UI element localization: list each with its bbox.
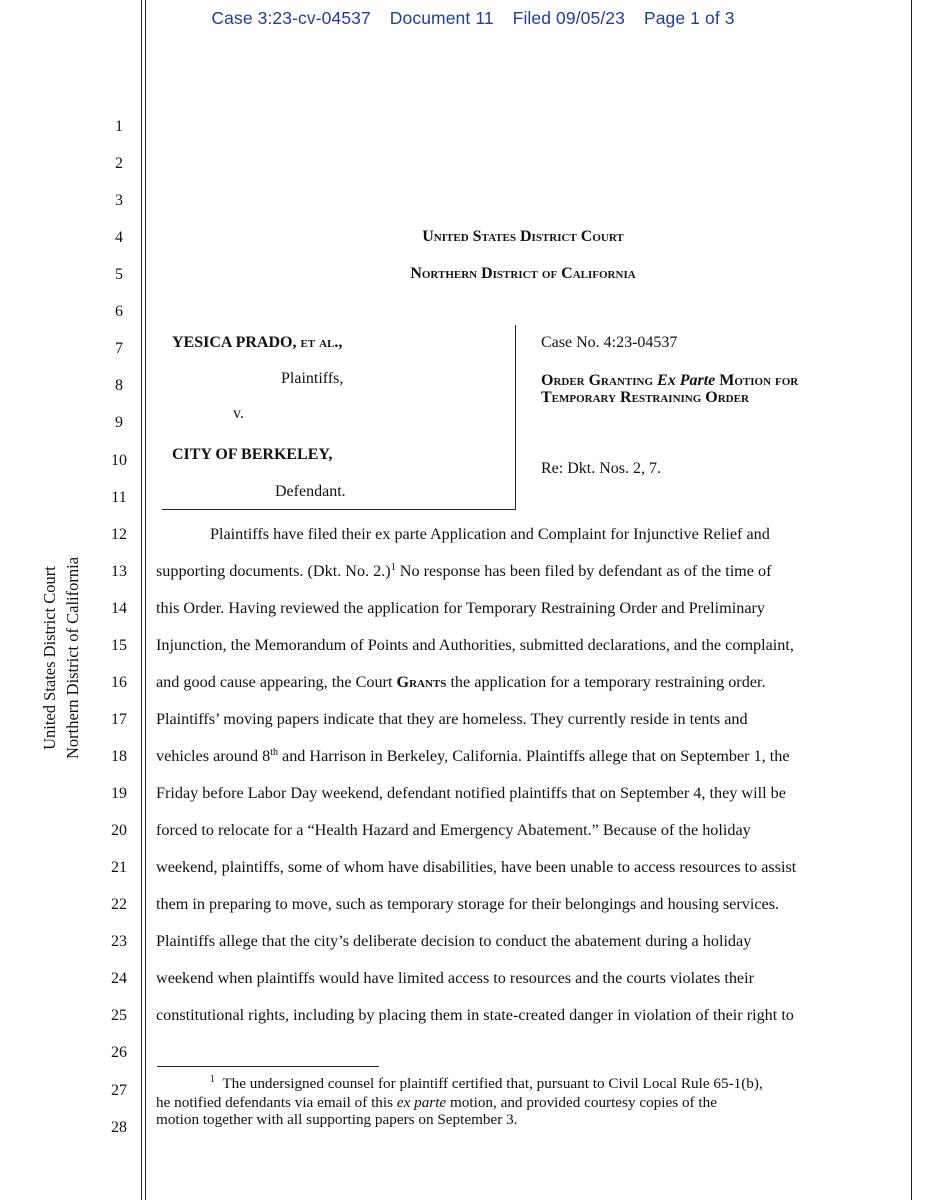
body-line-14: this Order. Having reviewed the application for Temporary Restraining Order and Preliminary xyxy=(156,599,766,617)
header-page-count: Page 1 of 3 xyxy=(643,8,735,28)
body-line-13-text: supporting documents. (Dkt. No. 2.) xyxy=(156,562,391,580)
plaintiff-et-al: et al., xyxy=(296,334,343,351)
header-document-number: Document 11 xyxy=(389,8,494,28)
body-line-18-text: vehicles around 8 xyxy=(156,747,271,765)
line-number: 18 xyxy=(111,748,127,765)
plaintiffs-label: Plaintiffs, xyxy=(281,370,344,387)
body-line-19: Friday before Labor Day weekend, defendant notified plaintiffs that on September 4, they will be xyxy=(156,784,786,802)
grants-emphasis: Grants xyxy=(396,673,447,691)
line-number: 15 xyxy=(111,637,127,654)
footnote-line-2 xyxy=(156,1094,717,1111)
line-number: 20 xyxy=(111,822,127,839)
line-number: 16 xyxy=(111,674,127,691)
line-number: 21 xyxy=(111,859,127,876)
versus-label: v. xyxy=(233,405,244,422)
header-filed-date: Filed 09/05/23 xyxy=(512,8,625,28)
line-number: 2 xyxy=(115,155,123,172)
sidebar-line-2: Northern District of California xyxy=(63,556,82,760)
footnote-line-3: motion together with all supporting papers on September 3. xyxy=(156,1111,518,1128)
body-line-16-text: and good cause appearing, the Court xyxy=(156,673,397,691)
plaintiff-name-line xyxy=(172,334,342,352)
body-line-16-text-cont: the application for a temporary restraining order. xyxy=(446,673,766,691)
body-line-13-text-cont: No response has been filed by defendant as of the time of xyxy=(395,562,772,580)
line-number: 10 xyxy=(111,452,127,469)
line-number: 13 xyxy=(111,563,127,580)
footnote-separator xyxy=(157,1066,379,1067)
body-line-22: them in preparing to move, such as temporary storage for their belongings and housing services. xyxy=(156,895,780,913)
body-line-17: Plaintiffs’ moving papers indicate that they are homeless. They currently reside in tents and xyxy=(156,710,748,728)
line-number: 4 xyxy=(115,229,123,246)
line-number: 12 xyxy=(111,526,127,543)
body-line-25: constitutional rights, including by placing them in state-created danger in violation of their right to xyxy=(156,1006,794,1024)
line-number: 8 xyxy=(115,377,123,394)
ordinal-suffix: th xyxy=(270,747,278,758)
line-number: 1 xyxy=(115,118,123,135)
order-title-part-2: Motion for xyxy=(715,372,799,389)
body-line-16 xyxy=(156,673,766,692)
caption-vertical-divider xyxy=(515,325,516,510)
body-line-15: Injunction, the Memorandum of Points and Authorities, submitted declarations, and the complaint, xyxy=(156,636,794,654)
line-number: 26 xyxy=(111,1044,127,1061)
body-line-24: weekend when plaintiffs would have limited access to resources and the courts violates their xyxy=(156,969,755,987)
court-title-line-2: Northern District of California xyxy=(410,265,636,282)
body-line-18-text-cont: and Harrison in Berkeley, California. Plaintiffs allege that on September 1, the xyxy=(277,747,790,765)
defendant-name: CITY OF BERKELEY, xyxy=(172,446,333,463)
order-title xyxy=(541,372,798,406)
line-number: 11 xyxy=(111,489,127,506)
header-case-number: Case 3:23-cv-04537 xyxy=(211,8,371,28)
left-margin-rule-outer xyxy=(141,0,142,1200)
court-title-line-1: United States District Court xyxy=(422,228,624,245)
line-number: 27 xyxy=(111,1082,127,1099)
order-title-ex-parte: Ex Parte xyxy=(657,372,716,389)
ecf-header xyxy=(0,8,946,29)
case-number: Case No. 4:23-04537 xyxy=(541,334,678,351)
footnote-line-1-text: The undersigned counsel for plaintiff certified that, pursuant to Civil Local Rule 65-1(b), xyxy=(222,1075,763,1092)
right-margin-rule xyxy=(911,0,912,1200)
order-title-line-2: Temporary Restraining Order xyxy=(541,389,749,406)
body-line-18 xyxy=(156,747,790,766)
caption-bottom-rule xyxy=(162,509,516,510)
footnote-number: 1 xyxy=(210,1074,215,1085)
line-number: 28 xyxy=(111,1119,127,1136)
line-number: 22 xyxy=(111,896,127,913)
sidebar-line-1: United States District Court xyxy=(40,566,59,750)
line-number: 23 xyxy=(111,933,127,950)
line-number: 6 xyxy=(115,303,123,320)
docket-reference: Re: Dkt. Nos. 2, 7. xyxy=(541,460,661,477)
defendant-label: Defendant. xyxy=(275,483,346,500)
line-number: 3 xyxy=(115,192,123,209)
body-line-13 xyxy=(156,562,772,581)
line-number: 9 xyxy=(115,414,123,431)
line-number: 7 xyxy=(115,340,123,357)
body-line-20: forced to relocate for a “Health Hazard and Emergency Abatement.” Because of the holiday xyxy=(156,821,751,839)
footnote-ref-1[interactable]: 1 xyxy=(390,562,396,573)
footnote-line-2-text: he notified defendants via email of this xyxy=(156,1094,397,1111)
body-line-21: weekend, plaintiffs, some of whom have disabilities, have been unable to access resources to assist xyxy=(156,858,797,876)
plaintiff-name: YESICA PRADO, xyxy=(172,334,297,351)
line-number: 24 xyxy=(111,970,127,987)
body-line-12: Plaintiffs have filed their ex parte Application and Complaint for Injunctive Relief and xyxy=(210,525,770,543)
line-number: 19 xyxy=(111,785,127,802)
line-number: 17 xyxy=(111,711,127,728)
line-number: 5 xyxy=(115,266,123,283)
order-title-part-1: Order Granting xyxy=(541,372,658,389)
left-margin-rule-inner xyxy=(145,0,146,1200)
line-number: 25 xyxy=(111,1007,127,1024)
footnote-line-1 xyxy=(210,1075,763,1092)
footnote-line-2-text-cont: motion, and provided courtesy copies of the xyxy=(446,1094,717,1111)
footnote-ex-parte: ex parte xyxy=(396,1094,447,1111)
body-line-23: Plaintiffs allege that the city’s deliberate decision to conduct the abatement during a holiday xyxy=(156,932,752,950)
line-number: 14 xyxy=(111,600,127,617)
